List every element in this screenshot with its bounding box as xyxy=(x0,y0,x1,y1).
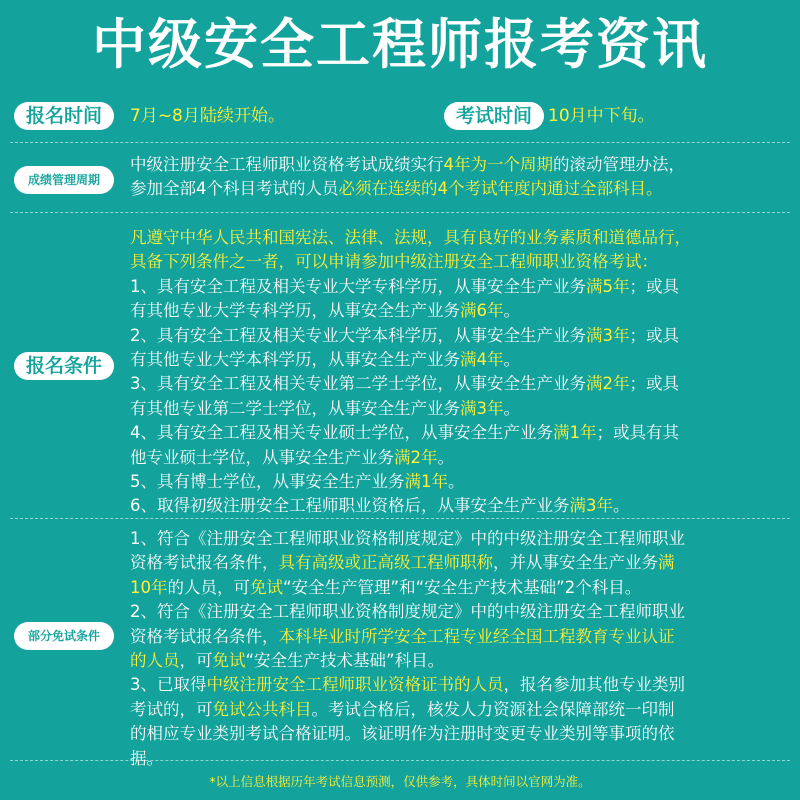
registration-conditions-text: 凡遵守中华人民共和国宪法、法律、法规，具有良好的业务素质和道德品行， 具备下列条件之一者，可以申请参加中级注册安全工程师职业资格考试： 1、具有安全工程及相关专业大学专科学历，从事安全生产业务满5年；或具 有其他专业大学专科学历，从事安全生产业务满6年。 2、具有安全工程及相关专业大学本科学历，从事安全生产业务满3年；或具 有其他专业大学本科学历，从事安全生产业务满4年。 3、具有安全工程及相关专业第二学士学位，从事安全生产业务满2年；或具 有其他专业第二学士学位，从事安全生产业务满3年。 4、具有安全工程及相关专业硕士学位，从事安全生产业务满1年；或具有其 他专业硕士学位，从事安全生产业务满2年。 5、具有博士学位，从事安全生产业务满1年。 6、取得初级注册安全工程师职业资格后，从事安全生产业务满3年。 xyxy=(130,228,691,516)
page-title: 中级安全工程师报考资讯 xyxy=(92,13,708,76)
exemption-conditions-label: 部分免试条件 xyxy=(14,622,114,650)
footnote: *以上信息根据历年考试信息预测，仅供参考，具体时间以官网为准。 xyxy=(209,774,591,789)
registration-conditions-label: 报名条件 xyxy=(14,352,114,380)
exam-time-label: 考试时间 xyxy=(444,102,544,130)
section-divider xyxy=(10,212,790,213)
registration-time-value: 7月~8月陆续开始。 xyxy=(130,106,285,126)
exemption-conditions-text: 1、符合《注册安全工程师职业资格制度规定》中的中级注册安全工程师职业 资格考试报名条件，具有高级或正高级工程师职称，并从事安全生产业务满 10年的人员，可免试“安全生产管理”和“安全生产技术基础”2个科目。 2、符合《注册安全工程师职业资格制度规定》中的中级注册安全工程师职业 资格考试报名条件，本科毕业时所学安全工程专业经全国工程教育专业认证 的人员，可免试“安全生产技术基础”科目。 3、已取得中级注册安全工程师职业资格证书的人员，报名参加其他专业类别 考试的，可免试公共科目。考试合格后，核发人力资源社会保障部统一印制 的相应专业类别考试合格证明。该证明作为注册时变更专业类别等事项的依 据。 xyxy=(130,529,685,768)
score-cycle-text: 中级注册安全工程师职业资格考试成绩实行4年为一个周期的滚动管理办法， 参加全部4个科目考试的人员必须在连续的4个考试年度内通过全部科目。 xyxy=(130,155,685,199)
registration-time-label: 报名时间 xyxy=(14,102,114,130)
score-cycle-label: 成绩管理周期 xyxy=(14,166,114,194)
section-divider xyxy=(10,142,790,143)
section-divider xyxy=(10,518,790,519)
section-divider xyxy=(10,760,790,761)
exam-time-value: 10月中下旬。 xyxy=(548,106,655,126)
